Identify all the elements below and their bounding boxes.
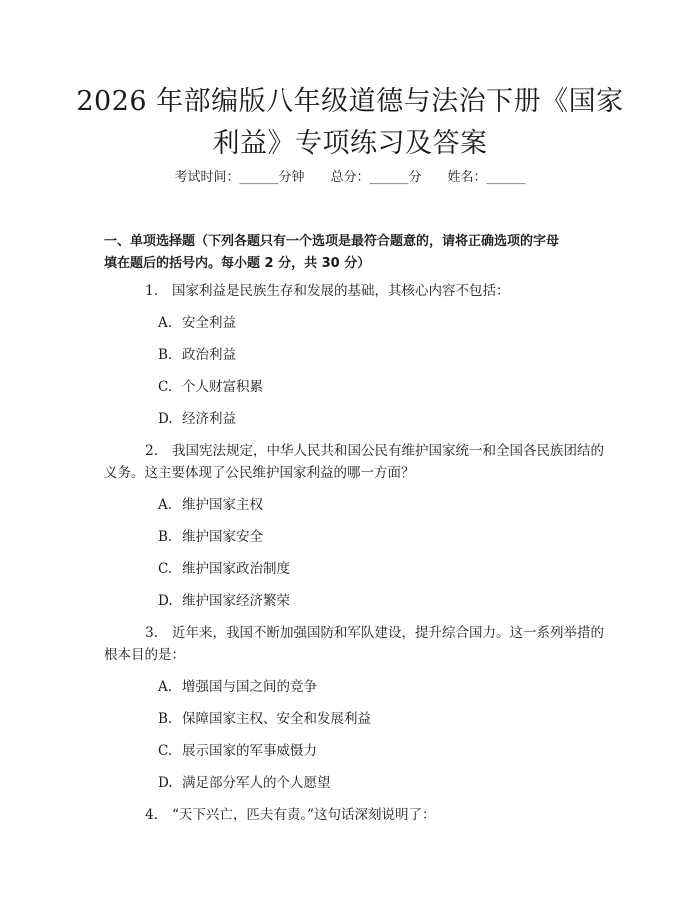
option-letter: C. — [158, 743, 173, 759]
option-text: 满足部分军人的个人愿望 — [182, 775, 331, 791]
total-score-field: 总分：______分 — [330, 170, 422, 185]
question-number: 1. — [145, 283, 158, 299]
option-text: 维护国家经济繁荣 — [182, 593, 290, 609]
option-text: 维护国家主权 — [182, 497, 263, 513]
option-text: 维护国家政治制度 — [182, 561, 290, 577]
exam-time-field: 考试时间：______分钟 — [174, 170, 305, 185]
option-text: 增强国与国之间的竞争 — [182, 679, 317, 695]
question-1-option-a — [158, 312, 598, 334]
question-3 — [104, 622, 604, 644]
option-letter: B. — [158, 529, 173, 545]
document-title-line-2: 利益》专项练习及答案 — [212, 128, 488, 159]
option-letter: A. — [158, 315, 173, 331]
question-1-option-d — [158, 408, 598, 430]
question-2-text-continued: 义务。这主要体现了公民维护国家利益的哪一方面？ — [104, 465, 415, 481]
question-4 — [104, 804, 604, 826]
question-text: “天下兴亡，匹夫有责。”这句话深刻说明了： — [172, 807, 436, 823]
question-1-option-b — [158, 344, 598, 366]
question-2 — [104, 440, 604, 462]
question-2-option-c — [158, 558, 598, 580]
exam-info — [0, 168, 700, 188]
question-2-option-b — [158, 526, 598, 548]
option-letter: C. — [158, 379, 173, 395]
option-letter: C. — [158, 561, 173, 577]
question-3-option-a — [158, 676, 598, 698]
option-letter: B. — [158, 711, 173, 727]
name-field: 姓名：______ — [447, 170, 526, 185]
question-1 — [104, 280, 604, 302]
option-text: 维护国家安全 — [182, 529, 263, 545]
question-3-option-c — [158, 740, 598, 762]
option-text: 保障国家主权、安全和发展利益 — [182, 711, 371, 727]
section-heading-line-2: 填在题后的括号内。每小题 2 分，共 30 分） — [104, 256, 371, 271]
option-letter: A. — [158, 497, 173, 513]
option-letter: D. — [158, 411, 173, 427]
option-text: 经济利益 — [182, 411, 236, 427]
section-heading-line-1: 一、单项选择题（下列各题只有一个选项是最符合题意的，请将正确选项的字母 — [104, 234, 560, 249]
question-text: 国家利益是民族生存和发展的基础，其核心内容不包括： — [172, 283, 510, 299]
option-letter: D. — [158, 593, 173, 609]
option-text: 安全利益 — [182, 315, 236, 331]
question-number: 4. — [145, 807, 158, 823]
question-number: 2. — [145, 443, 158, 459]
option-text: 个人财富积累 — [182, 379, 263, 395]
document-title-line-1: 2026 年部编版八年级道德与法治下册《国家 — [76, 86, 624, 117]
question-text: 近年来，我国不断加强国防和军队建设，提升综合国力。这一系列举措的 — [172, 625, 604, 641]
question-number: 3. — [145, 625, 158, 641]
question-3-option-d — [158, 772, 598, 794]
option-letter: A. — [158, 679, 173, 695]
question-3-option-b — [158, 708, 598, 730]
question-2-option-d — [158, 590, 598, 612]
option-text: 展示国家的军事威慑力 — [182, 743, 317, 759]
question-3-text-continued: 根本目的是： — [104, 647, 185, 663]
question-1-option-c — [158, 376, 598, 398]
option-text: 政治利益 — [182, 347, 236, 363]
question-text: 我国宪法规定，中华人民共和国公民有维护国家统一和全国各民族团结的 — [172, 443, 604, 459]
option-letter: D. — [158, 775, 173, 791]
option-letter: B. — [158, 347, 173, 363]
question-2-option-a — [158, 494, 598, 516]
